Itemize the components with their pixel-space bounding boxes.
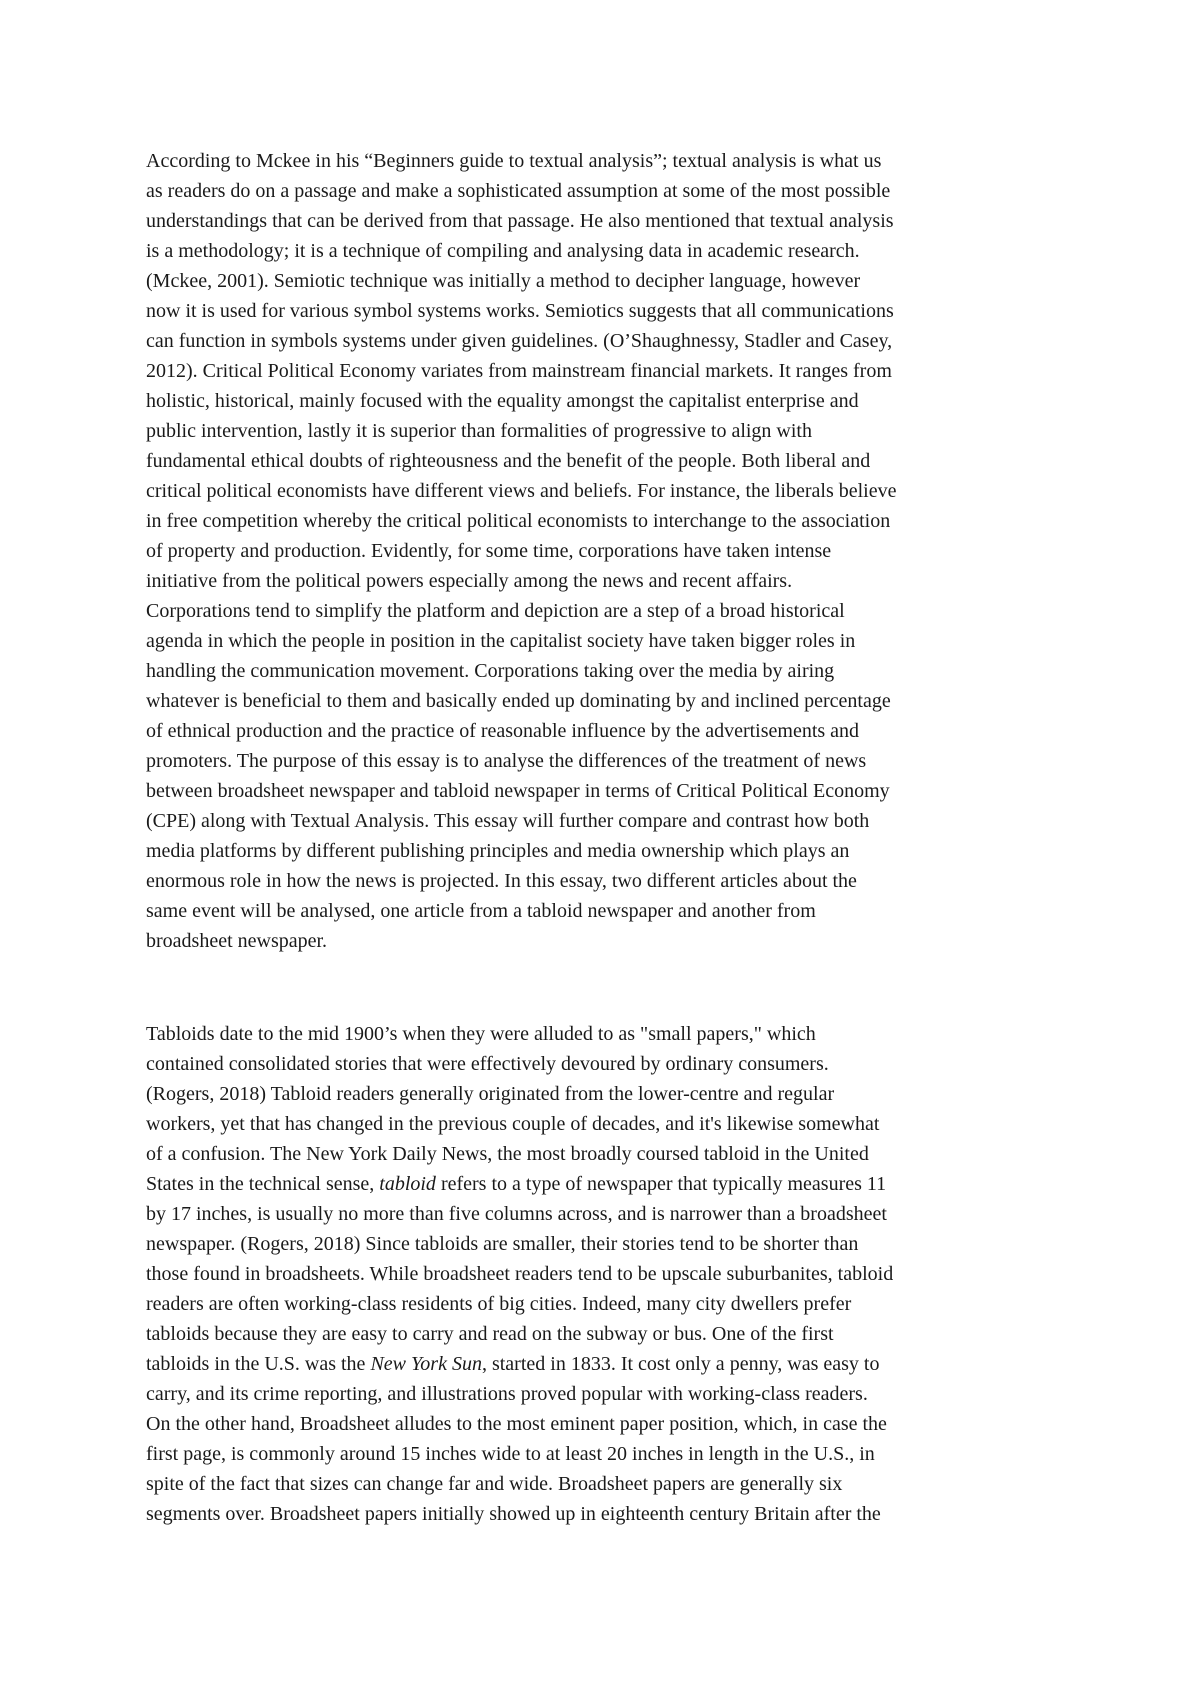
text-line: critical political economists have different views and beliefs. For instance, the liberals believe bbox=[146, 480, 897, 502]
text-line: Tabloids date to the mid 1900’s when they were alluded to as "small papers," which bbox=[146, 1023, 816, 1045]
text-line: between broadsheet newspaper and tabloid newspaper in terms of Critical Political Economy bbox=[146, 780, 890, 802]
italic-term: tabloid bbox=[379, 1173, 436, 1195]
text-line: first page, is commonly around 15 inches wide to at least 20 inches in length in the U.S., in bbox=[146, 1443, 875, 1465]
text-line: fundamental ethical doubts of righteousness and the benefit of the people. Both liberal and bbox=[146, 450, 871, 472]
text-line: readers are often working-class residents of big cities. Indeed, many city dwellers prefer bbox=[146, 1293, 852, 1315]
text-line: can function in symbols systems under given guidelines. (O’Shaughnessy, Stadler and Casey, bbox=[146, 330, 893, 352]
text-run: tabloids in the U.S. was the bbox=[146, 1353, 371, 1375]
text-line: (Rogers, 2018) Tabloid readers generally originated from the lower-centre and regular bbox=[146, 1083, 835, 1105]
text-line: On the other hand, Broadsheet alludes to the most eminent paper position, which, in case the bbox=[146, 1413, 887, 1435]
text-run: States in the technical sense, bbox=[146, 1173, 380, 1195]
text-line: same event will be analysed, one article from a tabloid newspaper and another from bbox=[146, 900, 816, 922]
paragraph-1 bbox=[146, 146, 1066, 956]
text-line bbox=[146, 1169, 1066, 1199]
text-line: initiative from the political powers especially among the news and recent affairs. bbox=[146, 570, 793, 592]
text-line: whatever is beneficial to them and basically ended up dominating by and inclined percentage bbox=[146, 690, 891, 712]
text-run: , started in 1833. It cost only a penny, was easy to bbox=[481, 1353, 880, 1375]
text-line: enormous role in how the news is projected. In this essay, two different articles about the bbox=[146, 870, 857, 892]
text-line: Corporations tend to simplify the platform and depiction are a step of a broad historical bbox=[146, 600, 845, 622]
text-line: (Mckee, 2001). Semiotic technique was initially a method to decipher language, however bbox=[146, 270, 861, 292]
text-line: workers, yet that has changed in the previous couple of decades, and it's likewise somewhat bbox=[146, 1113, 880, 1135]
text-line: as readers do on a passage and make a sophisticated assumption at some of the most possible bbox=[146, 180, 891, 202]
text-line: newspaper. (Rogers, 2018) Since tabloids are smaller, their stories tend to be shorter than bbox=[146, 1233, 859, 1255]
text-line: in free competition whereby the critical political economists to interchange to the association bbox=[146, 510, 891, 532]
text-line: now it is used for various symbol systems works. Semiotics suggests that all communications bbox=[146, 300, 894, 322]
text-line: of property and production. Evidently, for some time, corporations have taken intense bbox=[146, 540, 832, 562]
text-line: promoters. The purpose of this essay is to analyse the differences of the treatment of news bbox=[146, 750, 867, 772]
text-line: carry, and its crime reporting, and illustrations proved popular with working-class readers. bbox=[146, 1383, 868, 1405]
paragraph-2 bbox=[146, 1019, 1066, 1529]
text-line: holistic, historical, mainly focused with the equality amongst the capitalist enterprise and bbox=[146, 390, 859, 412]
text-line: agenda in which the people in position in the capitalist society have taken bigger roles in bbox=[146, 630, 856, 652]
text-line: of a confusion. The New York Daily News, the most broadly coursed tabloid in the United bbox=[146, 1143, 869, 1165]
text-line: spite of the fact that sizes can change far and wide. Broadsheet papers are generally six bbox=[146, 1473, 843, 1495]
text-run: refers to a type of newspaper that typically measures 11 bbox=[435, 1173, 887, 1195]
italic-term: New York Sun bbox=[370, 1353, 482, 1375]
text-line: tabloids because they are easy to carry and read on the subway or bus. One of the first bbox=[146, 1323, 834, 1345]
text-line: of ethnical production and the practice of reasonable influence by the advertisements and bbox=[146, 720, 860, 742]
text-line: those found in broadsheets. While broadsheet readers tend to be upscale suburbanites, tabloid bbox=[146, 1263, 894, 1285]
text-line: According to Mckee in his “Beginners guide to textual analysis”; textual analysis is what us bbox=[146, 150, 882, 172]
text-line: contained consolidated stories that were effectively devoured by ordinary consumers. bbox=[146, 1053, 829, 1075]
text-line: is a methodology; it is a technique of compiling and analysing data in academic research. bbox=[146, 240, 860, 262]
text-line: 2012). Critical Political Economy variates from mainstream financial markets. It ranges from bbox=[146, 360, 892, 382]
text-line: understandings that can be derived from that passage. He also mentioned that textual analysis bbox=[146, 210, 894, 232]
text-line: segments over. Broadsheet papers initially showed up in eighteenth century Britain after the bbox=[146, 1503, 881, 1525]
text-line: media platforms by different publishing principles and media ownership which plays an bbox=[146, 840, 850, 862]
text-line: by 17 inches, is usually no more than five columns across, and is narrower than a broadsheet bbox=[146, 1203, 887, 1225]
text-line: public intervention, lastly it is superior than formalities of progressive to align with bbox=[146, 420, 812, 442]
text-line bbox=[146, 1349, 1066, 1379]
text-line: broadsheet newspaper. bbox=[146, 930, 328, 952]
text-line: (CPE) along with Textual Analysis. This essay will further compare and contrast how both bbox=[146, 810, 870, 832]
text-line: handling the communication movement. Corporations taking over the media by airing bbox=[146, 660, 835, 682]
